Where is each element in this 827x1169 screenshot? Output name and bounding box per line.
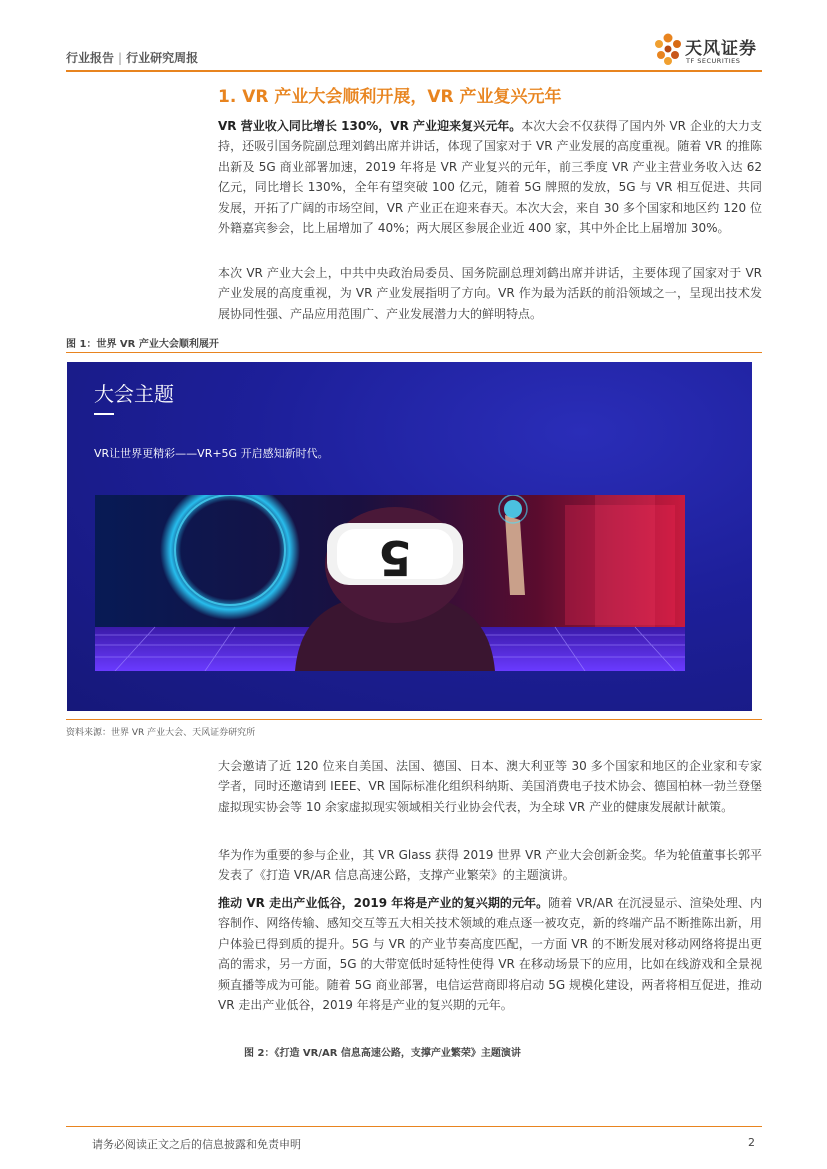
section-title: 1. VR 产业大会顺利开展，VR 产业复兴元年 <box>218 87 562 107</box>
paragraph-1 <box>218 116 762 238</box>
paragraph-5-body: 随着 VR/AR 在沉浸显示、渲染处理、内容制作、网络传输、感知交互等五大相关技术领域的难点逐一被攻克，新的终端产品不断推陈出新，用户体验已得到质的提升。5G 与 VR 的产业节奏高度匹配，一方面 VR 的不断发展对移动网络将提出更高的需求，另一方面，5G 的大带宽低时延特性使得 VR 在移动场景下的应用，比如在线游戏和全景视频直播等成为可能。随着 5G 商业部署，电信运营商即将启动 5G 规模化建设，两者将相互促进，推动 VR 走出产业低谷，2019 年将是产业的复兴期的元年。 <box>218 896 762 1013</box>
logo-flower-icon <box>652 30 684 68</box>
page-number: 2 <box>748 1136 755 1149</box>
paragraph-5-lead: 推动 VR 走出产业低谷，2019 年将是产业的复兴期的元年。 <box>218 896 549 910</box>
logo-name-cn: 天风证券 <box>685 39 757 59</box>
vr-headset-illustration <box>95 495 685 671</box>
header-separator: | <box>118 51 123 65</box>
logo-name-en: TF SECURITIES <box>686 57 741 65</box>
footer-disclaimer: 请务必阅读正文之后的信息披露和免责申明 <box>92 1138 301 1151</box>
paragraph-3: 大会邀请了近 120 位来自美国、法国、德国、日本、澳大利亚等 30 多个国家和地区的企业家和专家学者，同时还邀请到 IEEE、VR 国际标准化组织科纳斯、美国消费电子技术协会、德国柏林一勃兰登堡虚拟现实协会等 10 余家虚拟现实领域相关行业协会代表，为全球 VR 产业的健康发展献计献策。 <box>218 759 762 814</box>
paragraph-5 <box>218 893 762 1015</box>
figure-1-top-rule <box>66 352 762 353</box>
header-report-category: 行业研究周报 <box>126 51 199 65</box>
headset-5-glyph: 5 <box>378 529 412 585</box>
banner-title: 大会主题 <box>94 382 174 406</box>
figure-2-caption: 图 2：《打造 VR/AR 信息高速公路，支撑产业繁荣》主题演讲 <box>244 1048 521 1059</box>
figure-1-caption: 图 1：世界 VR 产业大会顺利展开 <box>66 339 219 350</box>
conference-theme-banner <box>67 362 752 711</box>
company-logo <box>652 30 767 68</box>
paragraph-1-body: 本次大会不仅获得了国内外 VR 企业的大力支持，还吸引国务院副总理刘鹤出席并讲话，体现了国家对于 VR 产业发展的高度重视。随着 VR 的推陈出新及 5G 商业部署加速，2019 年将是 VR 产业复兴的元年，前三季度 VR 产业主营业务收入达 62 亿元，同比增长 130%，全年有望突破 100 亿元，随着 5G 牌照的发放，5G 与 VR 相互促进、共同发展，开拓了广阔的市场空间，VR 产业正在迎来春天。本次大会，来自 30 多个国家和地区约 120 位外籍嘉宾参会，比上届增加了 40%；两大展区参展企业近 400 家，其中外企比上届增加 30%。 <box>218 119 762 236</box>
touch-glow-icon <box>504 500 522 518</box>
paragraph-4: 华为作为重要的参与企业，其 VR Glass 获得 2019 世界 VR 产业大会创新金奖。华为轮值董事长郭平发表了《打造 VR/AR 信息高速公路，支撑产业繁荣》的主题演讲。 <box>218 848 762 883</box>
figure-1-bottom-rule <box>66 719 762 720</box>
header-breadcrumb <box>66 49 198 66</box>
paragraph-1-lead: VR 营业收入同比增长 130%，VR 产业迎来复兴元年。 <box>218 119 522 133</box>
header-divider <box>66 70 762 72</box>
figure-1-source: 资料来源：世界 VR 产业大会、天风证券研究所 <box>66 728 256 738</box>
header-report-type: 行业报告 <box>66 51 115 65</box>
footer-divider <box>66 1126 762 1127</box>
banner-title-underline <box>94 413 114 415</box>
paragraph-2: 本次 VR 产业大会上，中共中央政治局委员、国务院副总理刘鹤出席并讲话，主要体现了国家对于 VR 产业发展的高度重视，为 VR 产业发展指明了方向。VR 作为最为活跃的前沿领域之一，呈现出技术发展协同性强、产品应用范围广、产业发展潜力大的鲜明特点。 <box>218 266 762 321</box>
banner-subtitle: VR让世界更精彩——VR+5G 开启感知新时代。 <box>94 447 329 460</box>
